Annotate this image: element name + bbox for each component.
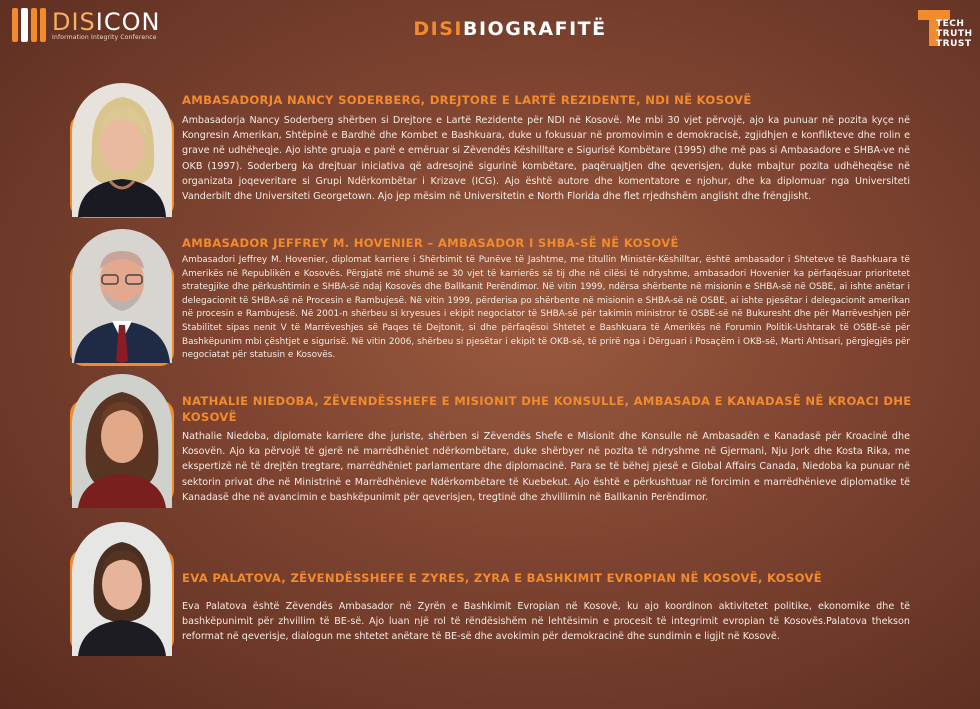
profile-bio: Ambasadori Jeffrey M. Hovenier, diplomat karriere i Shërbimit të Punëve të Jashtme, me titullin Ministër-Këshilltar, është ambasador i Shteteve të Bashkuara të Amerikës në Republikën e Kosovës. Përgjatë më shumë se 30 vjet të karrierës së tij dhe në cilësi të ndryshme, ambasadori Hovenier ka përfaqësuar prioritetet strategjike dhe përkushtimin e SHBA-së ndaj Kosovës dhe Ballkanit Perëndimor. Në vitin 1999, ndërsa shërbente në misionin e SHBA-së në OSBE, ai ishte anëtar i delegacionit të SHBA-së në Procesin e Rambujesë. Në vitin 1999, përderisa po shërbente në misionin e SHBA-së në OSBE, ai ishte pjesëtar i delegacionit amerikan në procesin e Rambujesë. Në 2001-n shërbeu si kryesues i ekipit negociator të SHBA-së për takimin ministror të OSBE-së në Bukuresht dhe për Marrëveshjen për Stabilitet sipas nenit V të Marrëveshjes së Paqes të Dejtonit, si dhe përfaqësoi Shtetet e Bashkuara të Amerikës në Forumin Politik-Ushtarak të OSBE-së për Bashkëpunim mbi çështjet e sigurisë. Në vitin 2006, shërbeu si pjesëtar i ekipit të OKB-së, të prirë nga i Dërguari i Posaçëm i OKB-së, Marti Ahtisari, përgjegjës për negociatat për statusin e Kosovës.	[182, 255, 910, 361]
logo-right-line3: TRUST	[936, 39, 972, 49]
profile-bio: Eva Palatova është Zëvendës Ambasador në Zyrën e Bashkimit Evropian në Kosovë, ku ajo koordinon aktivitetet politike, ekonomike dhe të bashkëpunimit për zhvillim të BE-së. Ajo luan një rol të rëndësishëm në lehtësimin e procesit të integrimit evropian të Kosovës.Palatova thekson reformat në qeverisje, dialogun me shtetet anëtare të BE-së dhe avokimin për demokracinë dhe sundimin e ligjit në Kosovë.	[182, 601, 910, 643]
logo-name-b: ICON	[95, 7, 161, 36]
page-title	[0, 18, 980, 40]
logo-right-line1: TECH	[936, 19, 965, 29]
portrait-photo	[72, 374, 172, 508]
logo-right-line2: TRUTH	[936, 29, 973, 39]
logo-name-a: DIS	[52, 7, 96, 36]
page-title-part-a: DISI	[413, 18, 463, 40]
profile-bio: Nathalie Niedoba, diplomate karriere dhe juriste, shërben si Zëvendës Shefe e Misionit dhe Konsulle në Ambasadën e Kanadasë për Kroacinë dhe Kosovën. Ajo ka përvojë të gjerë në marrëdhëniet ndërkombëtare, duke shërbyer në pozita të ndryshme në Gjermani, Nju Jork dhe Kosta Rika, me ekspertizë në të drejtën tregtare, marrëdhëniet parlamentare dhe diplomacinë. Para se të bëhej pjesë e Global Affairs Canada, Niedoba ka punuar në sektorin privat dhe në Ministrinë e Marrëdhënieve Ndërkombëtare të Kuebekut. Ajo është e përkushtuar në forcimin e marrëdhënieve diplomatike të Kanadasë dhe në avancimin e bashkëpunimit për qeverisjen, tregtinë dhe zhvillimin në Ballkanin Perëndimor.	[182, 431, 910, 503]
profile-bio: Ambasadorja Nancy Soderberg shërben si Drejtore e Lartë Rezidente për NDI në Kosovë. Me mbi 30 vjet përvojë, ajo ka punuar në pozita kyçe në Kongresin Amerikan, Shtëpinë e Bardhë dhe Kombet e Bashkuara, duke u fokusuar në promovimin e demokracisë, zgjidhjen e konflikteve dhe rolin e grave në udhëheqje. Ajo ishte gruaja e parë e emëruar si Zëvendës Këshilltare e Sigurisë Kombëtare (1995) dhe më pas si Ambasadore e SHBA-ve në OKB (1997). Soderberg ka drejtuar iniciativa që adresojnë sigurinë kombëtare, paqëruajtjen dhe qeverisjen, duke mbajtur pozita udhëheqëse në organizata joqeveritare si Grupi Ndërkombëtar i Krizave (ICG). Ajo është autore dhe komentatore e njohur, dhe ka diplomuar nga Universiteti Vanderbilt dhe Universiteti Georgetown. Ajo jep mësim në Universitetin e North Florida dhe flet rrjedhshëm anglisht dhe frëngjisht.	[182, 115, 910, 203]
tech-truth-trust-logo	[918, 10, 973, 50]
portrait-photo	[72, 229, 172, 363]
portrait-photo	[72, 83, 172, 217]
logo-tagline: Information Integrity Conference	[52, 33, 157, 41]
portrait-photo	[72, 522, 172, 656]
profile-title: EVA PALATOVA, ZËVENDËSSHEFE E ZYRES, ZYRA E BASHKIMIT EVROPIAN NË KOSOVË, KOSOVË	[182, 571, 822, 585]
profile-title: NATHALIE NIEDOBA, ZËVENDËSSHEFE E MISIONIT DHE KONSULLE, AMBASADA E KANADASË NË KROACI DHE KOSOVË	[182, 394, 912, 424]
profile-title: AMBASADORJA NANCY SODERBERG, DREJTORE E LARTË REZIDENTE, NDI NË KOSOVË	[182, 93, 752, 107]
header	[0, 0, 980, 60]
profile-title: AMBASADOR JEFFREY M. HOVENIER – AMBASADOR I SHBA-SË NË KOSOVË	[182, 236, 679, 250]
page-title-part-b: BIOGRAFITË	[462, 18, 607, 40]
